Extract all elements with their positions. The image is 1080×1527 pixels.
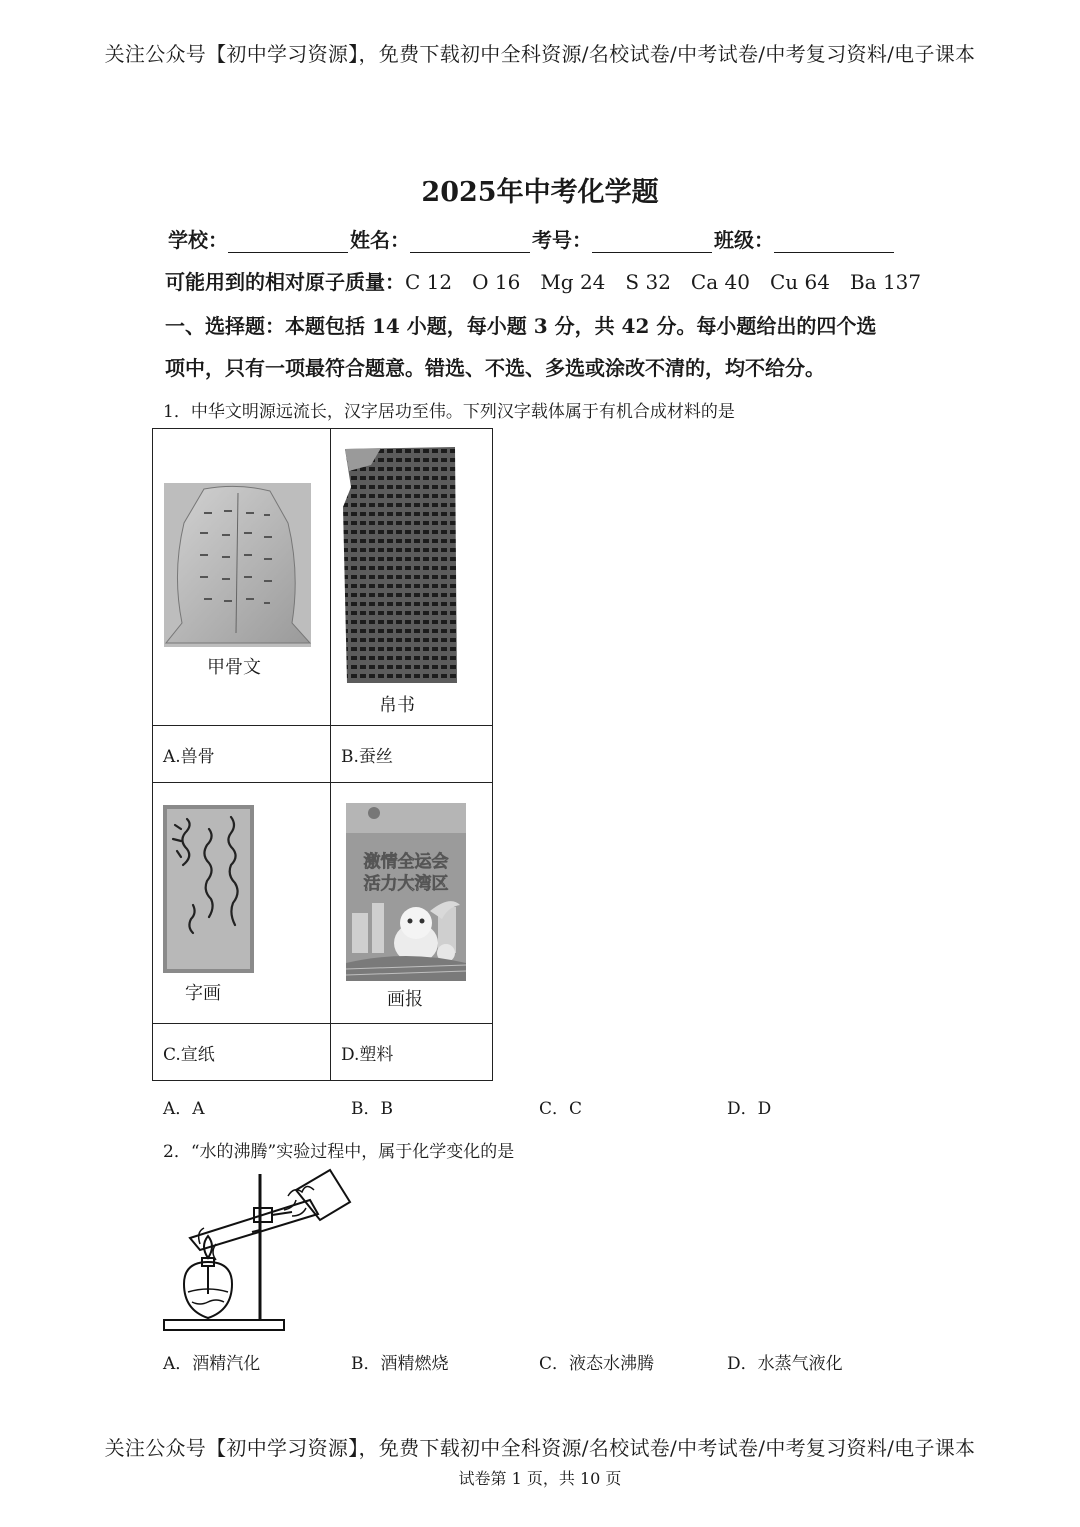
q1-option-d[interactable]: D．D [727,1099,772,1119]
atomic-mass-item: O 16 [472,270,521,294]
pictorial-poster-image [346,803,466,981]
atomic-mass-item: C 12 [405,270,453,294]
atomic-mass-label: 可能用到的相对原子质量： [165,270,405,294]
q2-option-d[interactable]: D．水蒸气液化 [727,1354,843,1374]
silk-book-image [341,447,459,683]
atomic-mass-item: S 32 [625,270,671,294]
material-c: C.宣纸 [153,1024,331,1081]
q1-option-a[interactable]: A．A [163,1099,205,1119]
atomic-mass-item: Mg 24 [540,270,606,294]
calligraphy-caption: 字画 [185,983,221,1004]
page-title: 2025年中考化学题 [421,177,659,208]
q1-option-b[interactable]: B．B [351,1099,393,1119]
question-1-stem: 1．中华文明源远流长，汉字居功至伟。下列汉字载体属于有机合成材料的是 [163,402,735,422]
atomic-mass-item: Cu 64 [769,270,830,294]
class-blank[interactable] [774,232,894,253]
pictorial-caption: 画报 [387,989,423,1010]
bottom-banner: 关注公众号【初中学习资源】，免费下载初中全科资源/名校试卷/中考试卷/中考复习资料/电子课本 [104,1436,976,1460]
material-b: B.蚕丝 [331,726,493,783]
silk-book-caption: 帛书 [379,695,415,716]
exam-number-label: 考号： [532,228,592,252]
name-blank[interactable] [410,232,530,253]
calligraphy-cell [153,783,331,1024]
atomic-mass-item: Ba 137 [849,270,922,294]
section1-instructions-line2: 项中，只有一项最符合题意。错选、不选、多选或涂改不清的，均不给分。 [165,356,825,380]
poster-slogan-line1: 激情全运会 [363,852,449,872]
calligraphy-image [163,805,254,973]
name-label: 姓名： [350,228,410,252]
question-2-stem: 2．“水的沸腾”实验过程中，属于化学变化的是 [163,1142,515,1162]
q1-option-c[interactable]: C．C [539,1099,583,1119]
school-label: 学校： [168,228,228,252]
question-1-table [152,428,493,1081]
top-banner: 关注公众号【初中学习资源】，免费下载初中全科资源/名校试卷/中考试卷/中考复习资料/电子课本 [104,42,976,66]
oracle-bone-caption: 甲骨文 [207,657,261,678]
exam-number-blank[interactable] [592,232,712,253]
question-1-options [163,1094,923,1119]
material-d: D.塑料 [331,1024,493,1081]
oracle-bone-cell [153,429,331,726]
q2-option-a[interactable]: A．酒精汽化 [163,1354,261,1374]
boiling-water-apparatus-diagram [160,1166,360,1338]
q2-option-c[interactable]: C．液态水沸腾 [539,1354,655,1374]
oracle-bone-image [164,483,311,647]
atomic-mass-item: Ca 40 [690,270,750,294]
q2-option-b[interactable]: B．酒精燃烧 [351,1354,449,1374]
silk-book-cell [331,429,493,726]
student-info-row [168,224,896,253]
class-label: 班级： [714,228,774,252]
page-number-footer: 试卷第 1 页，共 10 页 [458,1469,622,1488]
section1-instructions-line1: 一、选择题：本题包括 14 小题，每小题 3 分，共 42 分。每小题给出的四个选 [165,314,877,338]
pictorial-cell [331,783,493,1024]
poster-slogan-line2: 活力大湾区 [363,874,449,894]
question-2-options [163,1349,923,1374]
material-a: A.兽骨 [153,726,331,783]
school-blank[interactable] [228,232,348,253]
atomic-mass-line [165,266,941,295]
